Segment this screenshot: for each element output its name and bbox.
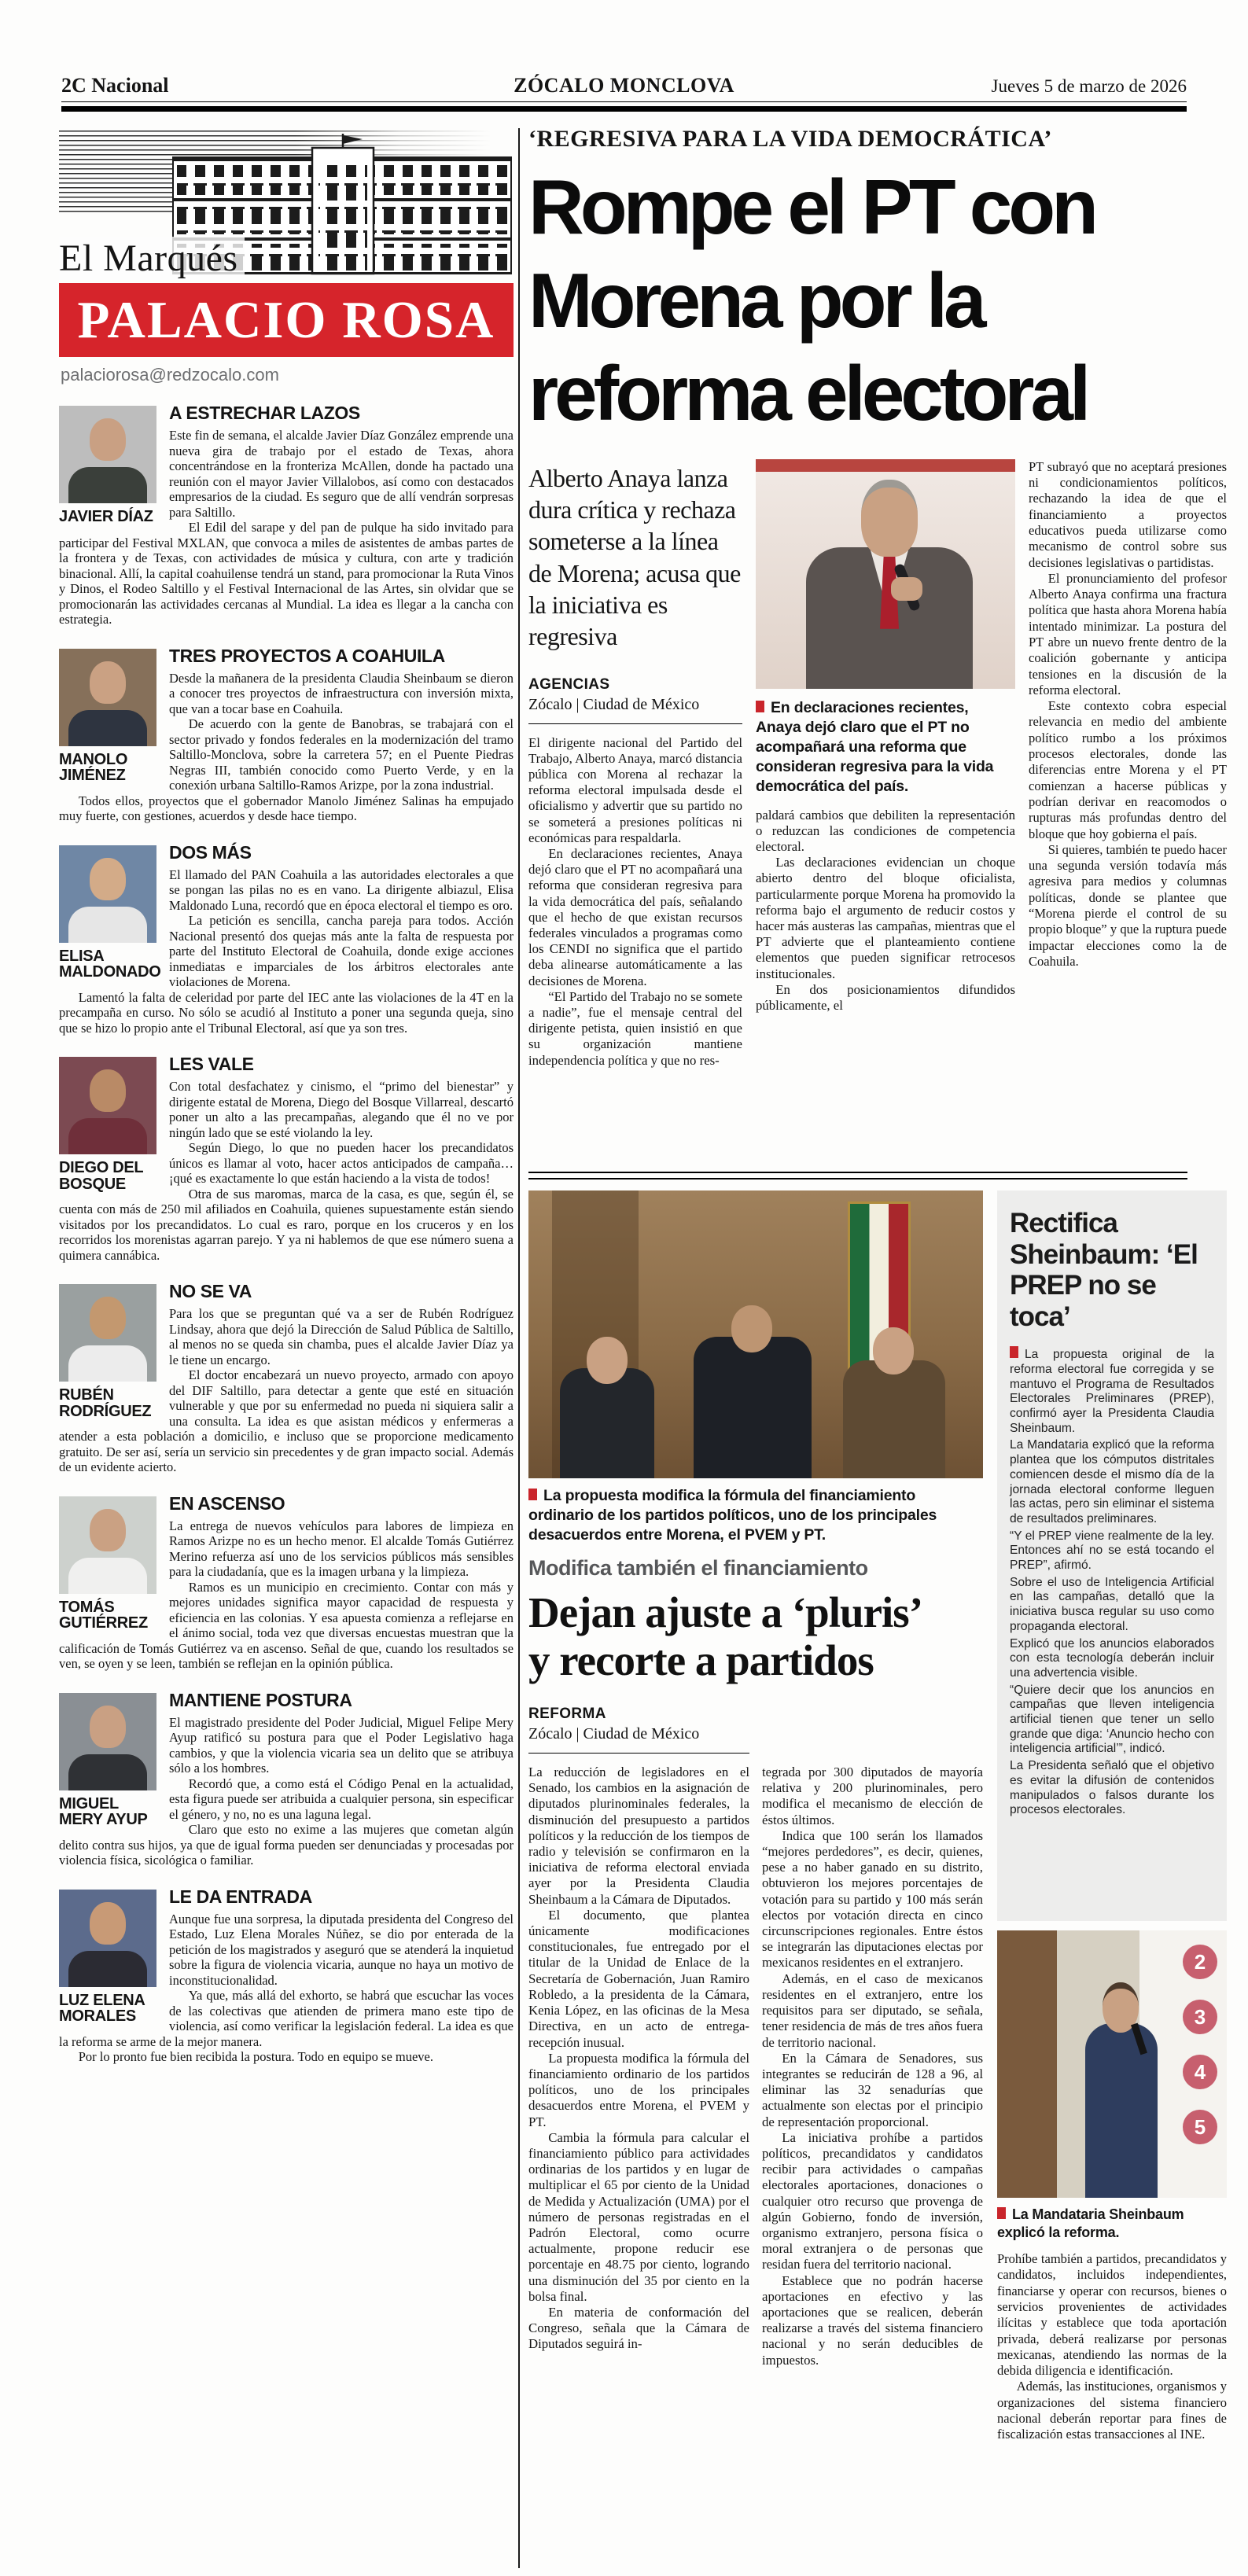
reforma-column-1 [528, 1765, 749, 2567]
body-paragraph: Además, las instituciones, organismos y organizaciones del sistema financiero nacional deberán reportar para fines de fiscalización estas transacciones al INE. [997, 2379, 1227, 2442]
body-paragraph: Todos ellos, proyectos que el gobernador Manolo Jiménez Salinas ha empujado muy fuerte, con gestiones, acuerdos y desde hace tiempo. [59, 793, 514, 823]
lead-story [528, 126, 1227, 1161]
headshot-name: DIEGO DEL BOSQUE [59, 1159, 143, 1193]
headshot-photo [59, 649, 156, 746]
headline-line: Sheinbaum: ‘El [1010, 1238, 1198, 1270]
body-paragraph: tegrada por 300 diputados de mayoría relativa y 200 plurinominales, pero modifica el mecanismo de elección de éstos últimos. [762, 1765, 983, 1827]
column-email: palaciorosa@redzocalo.com [61, 365, 279, 385]
sidebar-paragraph: La Presidenta señaló que el objetivo es evitar la difusión de contenidos manipulados o falsos durante los procesos electorales. [1010, 1759, 1214, 1817]
photo-figure [891, 577, 922, 601]
headshot-name: LUZ ELENA MORALES [59, 1991, 145, 2026]
photo-figure [560, 1368, 654, 1478]
photo-caption: La Mandataria Sheinbaum explicó la reforma. [997, 2206, 1184, 2241]
body-paragraph: Las declaraciones evidencian un choque abierto dentro del bloque oficialista, particularmente porque Morena ha promovido la reforma bajo el argumento de reducir costos y hacer más austeras las campañas, mientras que el PT advierte que el planteamiento contiene elementos que pueden significar retrocesos institucionales. [756, 855, 1015, 981]
byline-rule [528, 1753, 749, 1754]
body-paragraph: Este fin de semana, el alcalde Javier Díaz González emprende una nueva gira de trabajo por el estado de Texas, ahora concentrándose en la fronteriza McAllen, donde ha pactado una reunión con el mayor Javier Villalobos, así como con destacados empresarios de la ciudad. Es seguro que de allí vendrán sorpresas para Saltillo. [169, 428, 514, 520]
headline-line: Rectifica [1010, 1208, 1117, 1238]
body-paragraph: En declaraciones recientes, Anaya dejó claro que el PT no acompañará una reforma que consideran regresiva para la vida democrática del país, señalando que el hecho de que existan recursos federales vinculados a programas como los CENDI no significa que el partido deba alinearse automáticamente a las decisiones de Morena. [528, 846, 742, 988]
badge-number: 3 [1183, 2000, 1217, 2034]
body-paragraph: Lamentó la falta de celeridad por parte del IEC ante las violaciones de la 4T en la precampaña en curso. No sólo se acudió al Instituto a poner una segunda queja, sino que se hizo lo propio ante el Tribunal Electoral, así que ya son tres. [59, 989, 514, 1036]
body-paragraph: Otra de sus maromas, marca de la casa, es que, según él, se cuenta con más de 250 mil afiliados en Coahuila, quienes supuestamente están siendo visitados por los precandidatos. Lo cual es raro, porque en los cruceros y en los recorridos los morenistas agarran parejo. Y ya ni hablemos de que ese número suena a quimera cannábica. [59, 1186, 514, 1263]
page-date: Jueves 5 de marzo de 2026 [991, 76, 1187, 96]
lead-byline: AGENCIAS [528, 675, 610, 693]
reforma-column-3 [997, 2251, 1227, 2443]
red-bullet-icon [756, 701, 764, 712]
headline-line: PREP no se toca’ [1010, 1270, 1156, 1332]
red-bullet-icon [1010, 1346, 1018, 1358]
body-paragraph: Prohíbe también a partidos, precandidatos y candidatos, incluidos independientes, financiarse y operar con recursos, bienes o servicios provenientes de actividades ilícitas y establece que toda aportación privada, deberá realizarse por personas mexicanas, atendiendo las normas de la debida diligencia e identificación. [997, 2251, 1227, 2379]
item-heading: EN ASCENSO [169, 1492, 285, 1514]
body-paragraph: La entrega de nuevos vehículos para labores de limpieza en Ramos Arizpe no es un hecho menor. El alcalde Tomás Gutiérrez Merino refuerza así uno de los servicios públicos más sensibles para la ciudadanía, que es la imagen urbana y la limpieza. [169, 1518, 514, 1579]
body-paragraph: Aunque fue una sorpresa, la diputada presidenta del Congreso del Estado, Luz Elena Morales Núñez, se dio por enterada de la petición de los magistrados y aseguró que se atenderá la inquietud sobre la figura de violencia vicaria, aunque no haya un motivo de inconstitucionalidad. [169, 1911, 514, 1988]
reforma-headline [528, 1588, 983, 1685]
body-paragraph: En dos posicionamientos difundidos públicamente, el [756, 981, 1015, 1013]
headshot-name: ELISA MALDONADO [59, 947, 161, 981]
body-paragraph: La iniciativa prohíbe a partidos políticos, precandidatos y candidatos recibir para actividades o campañas electorales aportaciones, donaciones o cualquier otro recurso que provenga de algún Gobierno, fondo de inversión, organismo extranjero, persona física o moral extranjera o de personas que residan fuera del territorio nacional. [762, 2129, 983, 2272]
body-paragraph: Recordó que, a como está el Código Penal en la actualidad, esta figura puede ser atribuida a cualquier persona, sin especificar el género, y no, no es una laguna legal. [169, 1776, 514, 1822]
body-paragraph: La reducción de legisladores en el Senado, los cambios en la asignación de diputados plurinominales federales, la disminución del presupuesto a partidos políticos y la reducción de los tiempos de radio y televisión se confirmaron en la iniciativa de reforma electoral enviada ayer por la Presidenta Claudia Sheinbaum a la Cámara de Diputados. [528, 1765, 749, 1907]
body-paragraph: Ramos es un municipio en crecimiento. Contar con más y mejores unidades significa mayor capacidad de respuesta y eficiencia en las colonias. Y esa apuesta comienza a reflejarse en el ánimo social, toda vez que diversas encuestas muestran que la calificación de Tomás Gutiérrez va en ascenso. Señal de que, cuando los resultados se ven, se oyen y se leen, también se reflejan en la opinión pública. [59, 1579, 514, 1671]
photo-figure [861, 480, 918, 557]
photo-figure [694, 1337, 812, 1478]
headline-line: Dejan ajuste a ‘pluris’ [528, 1588, 923, 1636]
body-paragraph: El pronunciamiento del profesor Alberto Anaya confirma una fractura política que hasta ahora Morena había intentado minimizar. La postura del PT abre un nuevo frente dentro de la coalición gobernante y anticipa tensiones en la discusión de la reforma electoral. [1029, 570, 1227, 697]
body-paragraph: Ya que, más allá del exhorto, se habrá que escuchar las voces de las colectivas que atienden de primera mano este tipo de violencia, así como verificar la legislación federal. La idea es que la reforma se arme de la mejor manera. [59, 1988, 514, 2049]
photo-document-delivery [528, 1190, 983, 1478]
body-paragraph: Establece que no podrán hacerse aportaciones en efectivo y las aportaciones que se realicen, deberán realizarse a través del sistema financiero nacional y no serán deducibles de impuestos. [762, 2272, 983, 2368]
headshot-name: MANOLO JIMÉNEZ [59, 750, 128, 785]
headshot-luz-elena-morales [59, 1890, 156, 2026]
lead-kicker: ‘REGRESIVA PARA LA VIDA DEMOCRÁTICA’ [528, 126, 1052, 152]
reforma-dateline: Zócalo | Ciudad de México [528, 1725, 700, 1743]
column-item [59, 1279, 514, 1475]
headshot-name: TOMÁS GUTIÉRREZ [59, 1598, 148, 1632]
sheinbaum-sidebar [997, 1190, 1227, 2570]
item-heading: MANTIENE POSTURA [169, 1689, 352, 1710]
headshot-photo [59, 845, 156, 943]
body-paragraph: El documento, que plantea únicamente modificaciones constitucionales, fue entregado por el titular de la Unidad de Enlace de la Secretaría de Gobernación, Juan Ramiro Robledo, a la presidenta de la Cámara, Kenia López, en las oficinas de la Mesa Directiva, en un acto de entrega-recepción inusual. [528, 1907, 749, 2050]
item-heading: DOS MÁS [169, 841, 252, 863]
header-rule [61, 106, 1187, 112]
body-paragraph: Claro que esto no exime a las mujeres que cometan algún delito contra sus hijos, ya que de igual forma pueden ser denunciadas y procesadas por violencia física, sicológica o familiar. [59, 1822, 514, 1868]
body-paragraph: “El Partido del Trabajo no se somete a nadie”, fue el mensaje central del dirigente petista, quien insistió en que su organización mantiene independencia política y que no res- [528, 988, 742, 1068]
body-paragraph: El Edil del sarape y del pan de pulque ha sido invitado para participar del Festival MXLAN, que convoca a miles de asistentes de ambas partes de la frontera y de Texas, con actividades de música y cultura, con arte y tradición binacional. Allí, la capital coahuilense tendrá un stand, para promocionar la Ruta Vinos y Dinos, el Rodeo Saltillo y el Festival Internacional de las Artes, sin olvidar que se promocionarán las actividades cercanas al Mundial. La idea es llegar a la cancha con estrategia. [59, 520, 514, 627]
headshot-photo [59, 1057, 156, 1154]
headline-line: Rompe el PT con [528, 164, 1095, 250]
column-item [59, 401, 514, 627]
item-heading: LE DA ENTRADA [169, 1886, 312, 1907]
masthead: ZÓCALO MONCLOVA [514, 74, 734, 97]
red-bullet-icon [997, 2207, 1006, 2219]
headshot-ruben-rodriguez [59, 1284, 156, 1420]
headshot-name: JAVIER DÍAZ [59, 508, 153, 525]
sidebar-paragraph: “Quiere decir que los anuncios en campañas que lleven inteligencia artificial tienen que tener un sello grande que diga: ‘Anuncio hecho con inteligencia artificial’”, indicó. [1010, 1683, 1214, 1756]
column-item [59, 1492, 514, 1672]
body-paragraph: El dirigente nacional del Partido del Trabajo, Alberto Anaya, marcó distancia pública con Morena al rechazar la reforma electoral impulsada desde el oficialismo y advertir que su partido no se someterá a presiones políticas ni económicas para respaldarla. [528, 734, 742, 845]
body-paragraph: La petición es sencilla, cancha pareja para todos. Acción Nacional presentó dos quejas más ante la falta de respuesta por parte del Instituto Electoral de Coahuila, donde exige acciones inmediatas e imparciales de los árbitros electorales ante violaciones de Morena. [169, 913, 514, 989]
badge-number: 5 [1183, 2110, 1217, 2144]
body-paragraph: Indica que 100 serán los llamados “mejores perdedores”, es decir, quienes, pese a no haber ganado en su distrito, obtuvieron los mejores porcentajes de votación para su partido y 100 más serán electos por votación directa en cinco circunscripciones regionales. Entre éstos se integrarán las diputaciones electas por mexicanos residentes en el extranjero. [762, 1827, 983, 1971]
headshot-photo [59, 1693, 156, 1790]
column-divider [518, 128, 520, 2568]
column-brand: El Marqués [59, 237, 245, 280]
item-heading: TRES PROYECTOS A COAHUILA [169, 645, 445, 666]
body-paragraph: Este contexto cobra especial relevancia en medio del ambiente político rumbo a los próximos procesos electorales, donde las diferencias entre Morena y el PT comienzan a hacerse públicas y podrían derivar en reacomodos o rupturas más profundas dentro del bloque que hoy gobierna el país. [1029, 698, 1227, 841]
photo-sheinbaum [997, 1930, 1227, 2198]
sidebar-paragraph: La Mandataria explicó que la reforma plantea que los cómputos distritales comiencen desde el mismo día de la jornada electoral conforme lleguen las actas, pero sin eliminar el sistema de resultados preliminares. [1010, 1438, 1214, 1525]
headshot-photo [59, 1284, 156, 1382]
body-paragraph: Para los que se preguntan qué va a ser de Rubén Rodríguez Lindsay, ahora que dejó la Dirección de Salud Pública de Saltillo, al menos no se queda sin chamba, pues el alcalde Javier Díaz ya le tiene un encargo. [169, 1306, 514, 1367]
reforma-column-2 [762, 1765, 983, 2567]
headshot-photo [59, 1890, 156, 1987]
headshot-diego-del-bosque [59, 1057, 156, 1193]
lead-column-1 [528, 459, 742, 1161]
column-banner: PALACIO ROSA [59, 283, 514, 357]
lead-column-2 [756, 459, 1015, 1161]
badge-number: 2 [1183, 1945, 1217, 1979]
body-paragraph: El llamado del PAN Coahuila a las autoridades electorales a que se pongan las pilas no es en vano. La dirigente albiazul, Elisa Maldonado Luna, recordó que en época electoral el tiempo es oro. [169, 867, 514, 913]
body-paragraph: De acuerdo con la gente de Banobras, se trabajará con el sector privado y fondos federales en la modernización del tramo Saltillo-Monclova, sobre la carretera 57; en el Puente Piedras Negras III, también conocido como Puerto Verde, y en la conexión urbana Saltillo-Ramos Arizpe, por la zona industrial. [169, 716, 514, 793]
headshot-tomas-gutierrez [59, 1496, 156, 1632]
opinion-column [59, 127, 514, 2568]
body-paragraph: La propuesta modifica la fórmula del financiamiento ordinario de los partidos políticos, uno de los principales desacuerdos entre Morena, el PVEM y PT. [528, 2050, 749, 2129]
sidebar-paragraph: Explicó que los anuncios elaborados con esta tecnología deberán incluir una advertencia visible. [1010, 1636, 1214, 1680]
headline-line: reforma electoral [528, 350, 1088, 437]
headline-line: y recorte a partidos [528, 1636, 874, 1685]
body-paragraph: PT subrayó que no aceptará presiones ni condicionamientos políticos, rechazando la idea de que el financiamiento a proyectos educativos pueda utilizarse como mecanismo de control sobre sus decisiones legislativas o partidistas. [1029, 458, 1227, 570]
body-paragraph: En materia de conformación del Congreso, señala que la Cámara de Diputados seguirá in- [528, 2304, 749, 2352]
sidebar-box [997, 1190, 1227, 1921]
body-paragraph: paldará cambios que debiliten la representación o reduzcan las condiciones de competencia electoral. [756, 807, 1015, 854]
sidebar-paragraph: Sobre el uso de Inteligencia Artificial en las campañas, detalló que la iniciativa busca regular su uso como propaganda electoral. [1010, 1575, 1214, 1633]
photo-figure [1085, 2023, 1158, 2198]
item-heading: A ESTRECHAR LAZOS [169, 403, 360, 423]
red-bullet-icon [528, 1489, 537, 1500]
lead-dateline: Zócalo | Ciudad de México [528, 695, 700, 713]
item-heading: LES VALE [169, 1054, 254, 1074]
column-item [59, 1688, 514, 1868]
page-header [61, 74, 1187, 112]
photo-figure [843, 1360, 945, 1478]
badge-number: 4 [1183, 2055, 1217, 2089]
column-item [59, 1052, 514, 1263]
body-paragraph: Por lo pronto fue bien recibida la postura. Todo en equipo se mueve. [78, 2049, 434, 2064]
sidebar-paragraph: La propuesta original de la reforma electoral fue corregida y se mantuvo el Programa de Resultados Electorales Preliminares (PREP), confirmó ayer la Presidenta Claudia Sheinbaum. [1010, 1348, 1214, 1435]
body-paragraph: El magistrado presidente del Poder Judicial, Miguel Felipe Mery Ayup ratificó su postura para que el Poder Legislativo haga cambios, y que la violencia vicaria sea un delito que se atribuya sólo a los hombres. [169, 1714, 514, 1776]
column-item [59, 1885, 514, 2065]
headshot-manolo-jimenez [59, 649, 156, 785]
lead-column-3 [1029, 459, 1227, 1161]
photo-figure [873, 1327, 914, 1374]
body-paragraph: En la Cámara de Senadores, sus integrantes se reducirán de 128 a 96, al eliminar las 32 senadurías que actualmente son electas por el principio de representación proporcional. [762, 2050, 983, 2129]
headshot-miguel-mery-ayup [59, 1693, 156, 1829]
reforma-byline: REFORMA [528, 1706, 606, 1723]
headline-line: Morena por la [528, 256, 983, 344]
lead-headline [528, 160, 1227, 440]
reforma-kicker: Modifica también el financiamiento [528, 1555, 868, 1580]
sidebar-headline [1010, 1208, 1214, 1332]
item-heading: NO SE VA [169, 1281, 252, 1301]
headshot-name: MIGUEL MERY AYUP [59, 1794, 148, 1829]
photo-figure [731, 1305, 772, 1352]
body-paragraph: Desde la mañanera de la presidenta Claudia Sheinbaum se dieron a conocer tres proyectos de infraestructura con inversión mixta, que van a tocar base en Coahuila. [169, 670, 514, 716]
column-logo [59, 127, 514, 283]
story-separator-rule [528, 1172, 1187, 1179]
body-paragraph: Además, en el caso de mexicanos residentes en el extranjero, entre los requisitos para ser diputado, se señala, tener residencia de más de tres años fuera de territorio nacional. [762, 1971, 983, 2050]
body-paragraph: El doctor encabezará un nuevo proyecto, armado con apoyo del DIF Saltillo, para detectar a gente que esté en situación vulnerable y que por su enfermedad no pueda ni siquiera salir a una consulta. La idea es que asistan médicos y enfermeras a atender a esta población a domicilio, e incluso que se proporcione medicamento gratuito. De ser así, sería un servicio sin precedentes y de gran impacto social. Además de un evidente acierto. [59, 1367, 514, 1474]
column-item [59, 841, 514, 1036]
headshot-photo [59, 1496, 156, 1594]
body-paragraph: Cambia la fórmula para calcular el financiamiento público para actividades ordinarias de los partidos y en lugar de multiplicar el 65 por ciento de la Unidad de Medida y Actualización (UMA) por el número de personas registradas en el Padrón Electoral, como ocurre actualmente, propone reducir ese porcentaje en 48.75 por ciento, logrando una disminución del 35 por ciento en la bolsa final. [528, 2129, 749, 2304]
headshot-name: RUBÉN RODRÍGUEZ [59, 1386, 152, 1420]
headshot-photo [59, 406, 156, 503]
headshot-elisa-maldonado [59, 845, 161, 981]
reforma-story [528, 1190, 983, 2570]
headshot-javier-diaz [59, 406, 156, 525]
photo-caption: En declaraciones recientes, Anaya dejó claro que el PT no acompañará una reforma que consideran regresiva para la vida democrática del país. [756, 698, 994, 795]
lead-standfirst: Alberto Anaya lanza dura crítica y rechaza someterse a la línea de Morena; acusa que la iniciativa es regresiva [528, 463, 741, 651]
body-paragraph: Con total desfachatez y cinismo, el “primo del bienestar” y dirigente estatal de Morena, Diego del Bosque Villarreal, descartó poner un alto a las precampañas, alegando que él no ve por ningún lado que se esté violando la ley. [169, 1079, 514, 1140]
photo-alberto-anaya [756, 459, 1015, 689]
photo-figure [587, 1337, 628, 1384]
body-paragraph: Según Diego, lo que no pueden hacer los precandidatos únicos es llamar al voto, hacer actos anticipados de campaña… ¡qué es exactamente lo que están haciendo a la vista de todos! [169, 1140, 514, 1186]
section-label: 2C Nacional [61, 74, 169, 97]
sidebar-paragraph: “Y el PREP viene realmente de la ley. Entonces ahí no se está tocando el PREP”, afirmó. [1010, 1529, 1214, 1573]
photo-caption: La propuesta modifica la fórmula del financiamiento ordinario de los partidos políticos, uno de los principales desacuerdos entre Morena, el PVEM y PT. [528, 1487, 937, 1544]
body-paragraph: Si quieres, también te puedo hacer una segunda versión todavía más agresiva para medios y columnas políticas, donde se plantee que “Morena pierde el control de su propio bloque” y que la ruptura puede impactar elecciones como la de Coahuila. [1029, 841, 1227, 969]
byline-rule [528, 723, 742, 724]
column-item [59, 644, 514, 824]
